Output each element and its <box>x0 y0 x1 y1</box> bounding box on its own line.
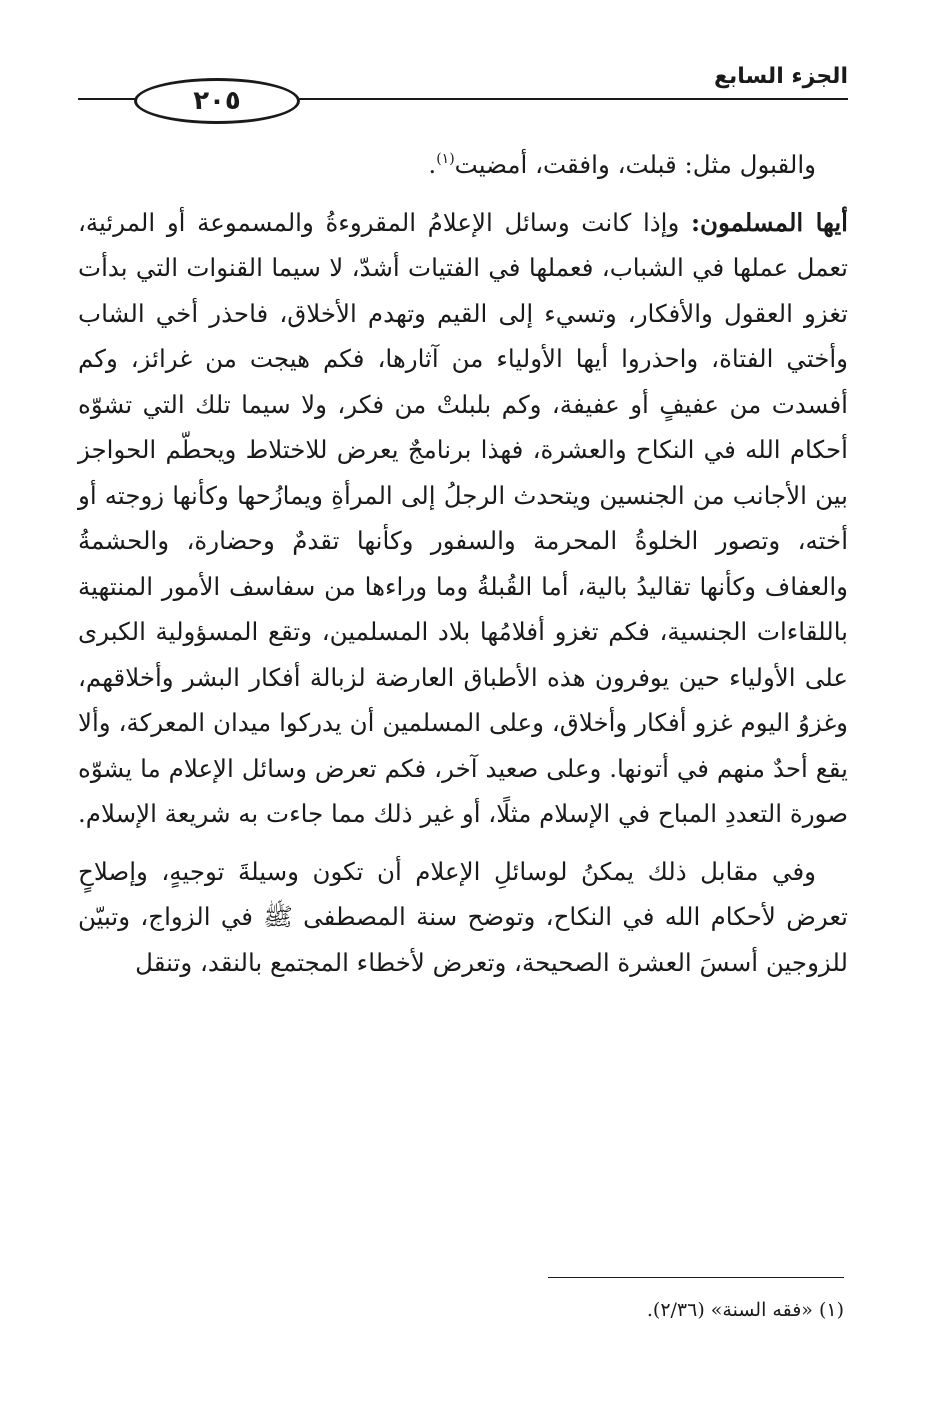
intro-end: . <box>428 150 437 179</box>
paragraph-2 <box>78 200 848 837</box>
page-header <box>78 62 848 122</box>
paragraph-3: وفي مقابل ذلك يمكنُ لوسائلِ الإعلام أن تكون وسيلةَ توجيهٍ، وإصلاحٍ تعرض لأحكام الله في النكاح، وتوضح سنة المصطفى ﷺ في الزواج، وتبيّن للزوجين أسسَ العشرة الصحيحة، وتعرض لأخطاء المجتمع بالنقد، وتنقل <box>78 856 848 977</box>
main-text <box>78 142 848 985</box>
page-number: ٢٠٥ <box>134 78 300 124</box>
intro-paragraph <box>78 142 848 188</box>
footnote: (١) «فقه السنة» (٢/٣٦). <box>646 1299 844 1321</box>
footnote-rule <box>548 1277 844 1278</box>
intro-line: والقبول مثل: قبلت، وافقت، أمضيت <box>454 150 816 179</box>
part-title: الجزء السابع <box>714 64 848 89</box>
paragraph-2-text: وإذا كانت وسائل الإعلامُ المقروءةُ والمسموعة أو المرئية، تعمل عملها في الشباب، فعملها في الفتيات أشدّ، لا سيما القنوات التي بدأت تغزو العقول والأفكار، وتسيء إلى القيم وتهدم الأخلاق، فاحذر أخي الشاب وأختي الفتاة، واحذروا أيها الأولياء من آثارها، فكم هيجت من غرائز، وكم أفسدت من عفيفٍ أو عفيفة، وكم بلبلتْ من فكر، ولا سيما تلك التي تشوّه أحكام الله في النكاح والعشرة، فهذا برنامجٌ يعرض للاختلاط ويحطّم الحواجز بين الأجانب من الجنسين ويتحدث الرجلُ إلى المرأةِ ويمازُحها وكأنها زوجته أو أخته، وتصور الخلوةُ المحرمة والسفور وكأنها تقدمٌ وحضارة، والحشمةُ والعفاف وكأنها تقاليدُ بالية، أما القُبلةُ وما وراءها من سفاسف الأمور المنتهية باللقاءات الجنسية، فكم تغزو أفلامُها بلاد المسلمين، وتقع المسؤولية الكبرى على الأولياء حين يوفرون هذه الأطباق العارضة لزبالة أفكار البشر وأخلاقهم، وغزوُ اليوم غزو أفكار وأخلاق، وعلى المسلمين أن يدركوا ميدان المعركة، وألا يقع أحدٌ منهم في أتونها. وعلى صعيد آخر، فكم تعرض وسائل الإعلام ما يشوّه صورة التعددِ المباح في الإسلام مثلًا، أو غير ذلك مما جاءت به شريعة الإسلام. <box>78 207 848 828</box>
footnote-ref: (١) <box>436 151 455 167</box>
paragraph-2-lead: أيها المسلمون: <box>690 207 848 237</box>
